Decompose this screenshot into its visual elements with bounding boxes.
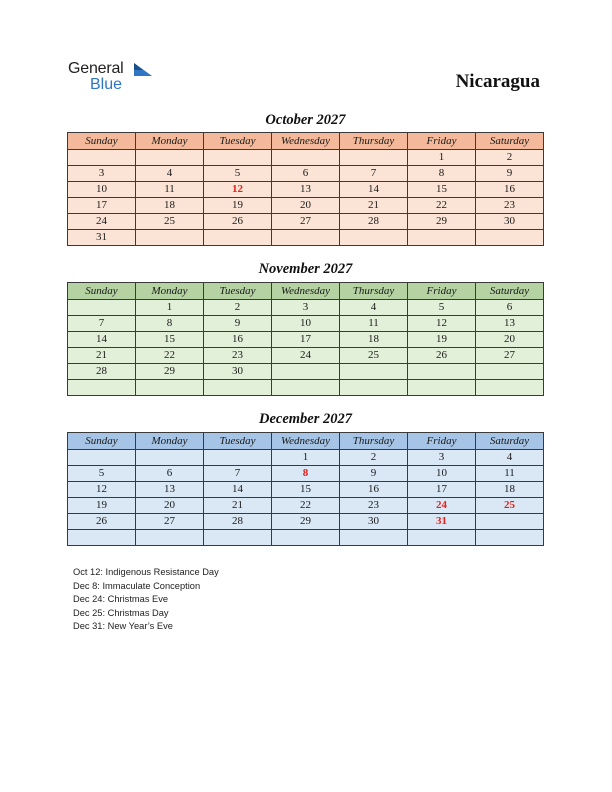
day-cell: 21 — [340, 198, 408, 214]
day-cell: 30 — [340, 514, 408, 530]
day-cell: 15 — [408, 182, 476, 198]
day-cell: 30 — [204, 364, 272, 380]
logo-text-blue: Blue — [90, 76, 123, 93]
day-cell: 24 — [408, 498, 476, 514]
week-row — [68, 316, 544, 332]
week-row — [68, 482, 544, 498]
logo-triangle-icon — [133, 62, 153, 78]
weekday-header-friday: Friday — [408, 283, 476, 300]
day-cell: 2 — [204, 300, 272, 316]
day-cell: 29 — [272, 514, 340, 530]
empty-day-cell — [476, 230, 544, 246]
empty-day-cell — [340, 364, 408, 380]
day-cell: 23 — [476, 198, 544, 214]
weekday-header-monday: Monday — [136, 433, 204, 450]
empty-day-cell — [476, 530, 544, 546]
calendar-november — [67, 282, 544, 396]
day-cell: 28 — [340, 214, 408, 230]
day-cell: 22 — [272, 498, 340, 514]
weekday-header-thursday: Thursday — [340, 433, 408, 450]
week-row — [68, 214, 544, 230]
day-cell: 9 — [340, 466, 408, 482]
week-row — [68, 150, 544, 166]
day-cell: 8 — [272, 466, 340, 482]
holiday-note: Oct 12: Indigenous Resistance Day — [73, 567, 219, 577]
weekday-header-monday: Monday — [136, 283, 204, 300]
day-cell: 11 — [340, 316, 408, 332]
day-cell: 5 — [68, 466, 136, 482]
day-cell: 6 — [136, 466, 204, 482]
weekday-header-friday: Friday — [408, 433, 476, 450]
holiday-note: Dec 24: Christmas Eve — [73, 594, 169, 605]
weekday-header-sunday: Sunday — [68, 133, 136, 150]
day-cell: 7 — [68, 316, 136, 332]
empty-day-cell — [136, 380, 204, 396]
week-row — [68, 530, 544, 546]
day-cell: 16 — [476, 182, 544, 198]
empty-day-cell — [408, 364, 476, 380]
day-cell: 4 — [340, 300, 408, 316]
day-cell: 24 — [68, 214, 136, 230]
week-row — [68, 332, 544, 348]
empty-day-cell — [408, 530, 476, 546]
day-cell: 1 — [272, 450, 340, 466]
empty-day-cell — [204, 230, 272, 246]
day-cell: 31 — [68, 230, 136, 246]
logo-text-general: General — [68, 60, 124, 77]
week-row — [68, 450, 544, 466]
day-cell: 8 — [136, 316, 204, 332]
logo — [68, 60, 168, 96]
day-cell: 21 — [204, 498, 272, 514]
holiday-note: Dec 25: Christmas Day — [73, 607, 169, 618]
day-cell: 23 — [204, 348, 272, 364]
empty-day-cell — [340, 530, 408, 546]
day-cell: 17 — [272, 332, 340, 348]
day-cell: 9 — [204, 316, 272, 332]
week-row — [68, 380, 544, 396]
weekday-header-saturday: Saturday — [476, 283, 544, 300]
empty-day-cell — [68, 150, 136, 166]
day-cell: 7 — [340, 166, 408, 182]
empty-day-cell — [204, 530, 272, 546]
day-cell: 2 — [476, 150, 544, 166]
day-cell: 12 — [204, 182, 272, 198]
weekday-header-wednesday: Wednesday — [272, 433, 340, 450]
day-cell: 19 — [68, 498, 136, 514]
day-cell: 27 — [476, 348, 544, 364]
empty-day-cell — [408, 380, 476, 396]
day-cell: 10 — [408, 466, 476, 482]
day-cell: 4 — [136, 166, 204, 182]
empty-day-cell — [476, 380, 544, 396]
week-row — [68, 514, 544, 530]
day-cell: 19 — [408, 332, 476, 348]
week-row — [68, 182, 544, 198]
day-cell: 12 — [408, 316, 476, 332]
day-cell: 14 — [204, 482, 272, 498]
month-title-november: November 2027 — [258, 261, 353, 277]
day-cell: 24 — [272, 348, 340, 364]
empty-day-cell — [340, 380, 408, 396]
weekday-header-saturday: Saturday — [476, 133, 544, 150]
day-cell: 2 — [340, 450, 408, 466]
calendar-december — [67, 432, 544, 546]
week-row — [68, 466, 544, 482]
day-cell: 16 — [204, 332, 272, 348]
day-cell: 28 — [68, 364, 136, 380]
day-cell: 15 — [136, 332, 204, 348]
day-cell: 11 — [476, 466, 544, 482]
empty-day-cell — [204, 150, 272, 166]
day-cell: 18 — [476, 482, 544, 498]
day-cell: 5 — [408, 300, 476, 316]
empty-day-cell — [68, 380, 136, 396]
empty-day-cell — [476, 364, 544, 380]
day-cell: 26 — [408, 348, 476, 364]
day-cell: 14 — [340, 182, 408, 198]
day-cell: 10 — [68, 182, 136, 198]
day-cell: 3 — [272, 300, 340, 316]
holiday-note: Dec 8: Immaculate Conception — [73, 580, 201, 591]
weekday-header-row — [68, 283, 544, 300]
day-cell: 30 — [476, 214, 544, 230]
week-row — [68, 498, 544, 514]
weekday-header-tuesday: Tuesday — [204, 133, 272, 150]
empty-day-cell — [476, 514, 544, 530]
empty-day-cell — [204, 380, 272, 396]
empty-day-cell — [68, 450, 136, 466]
day-cell: 26 — [68, 514, 136, 530]
weekday-header-tuesday: Tuesday — [204, 433, 272, 450]
day-cell: 18 — [340, 332, 408, 348]
empty-day-cell — [68, 530, 136, 546]
day-cell: 4 — [476, 450, 544, 466]
day-cell: 9 — [476, 166, 544, 182]
weekday-header-saturday: Saturday — [476, 433, 544, 450]
day-cell: 25 — [476, 498, 544, 514]
day-cell: 17 — [68, 198, 136, 214]
empty-day-cell — [408, 230, 476, 246]
holiday-notes — [73, 566, 219, 634]
week-row — [68, 364, 544, 380]
day-cell: 1 — [408, 150, 476, 166]
weekday-header-monday: Monday — [136, 133, 204, 150]
empty-day-cell — [204, 450, 272, 466]
empty-day-cell — [272, 530, 340, 546]
empty-day-cell — [136, 230, 204, 246]
day-cell: 15 — [272, 482, 340, 498]
weekday-header-friday: Friday — [408, 133, 476, 150]
day-cell: 6 — [272, 166, 340, 182]
month-title-october: October 2027 — [265, 112, 346, 128]
holiday-note: Dec 31: New Year’s Eve — [73, 621, 173, 632]
weekday-header-thursday: Thursday — [340, 283, 408, 300]
empty-day-cell — [68, 300, 136, 316]
day-cell: 22 — [136, 348, 204, 364]
empty-day-cell — [136, 150, 204, 166]
empty-day-cell — [272, 150, 340, 166]
day-cell: 11 — [136, 182, 204, 198]
month-title-december: December 2027 — [258, 411, 352, 427]
weekday-header-sunday: Sunday — [68, 433, 136, 450]
day-cell: 6 — [476, 300, 544, 316]
day-cell: 20 — [136, 498, 204, 514]
day-cell: 13 — [272, 182, 340, 198]
day-cell: 7 — [204, 466, 272, 482]
empty-day-cell — [272, 230, 340, 246]
day-cell: 21 — [68, 348, 136, 364]
day-cell: 18 — [136, 198, 204, 214]
day-cell: 17 — [408, 482, 476, 498]
day-cell: 13 — [136, 482, 204, 498]
empty-day-cell — [136, 530, 204, 546]
calendar-october — [67, 132, 544, 246]
week-row — [68, 198, 544, 214]
week-row — [68, 230, 544, 246]
day-cell: 27 — [272, 214, 340, 230]
day-cell: 20 — [476, 332, 544, 348]
empty-day-cell — [340, 230, 408, 246]
weekday-header-wednesday: Wednesday — [272, 133, 340, 150]
day-cell: 5 — [204, 166, 272, 182]
weekday-header-tuesday: Tuesday — [204, 283, 272, 300]
day-cell: 29 — [136, 364, 204, 380]
country-title: Nicaragua — [455, 71, 540, 92]
day-cell: 26 — [204, 214, 272, 230]
weekday-header-row — [68, 133, 544, 150]
empty-day-cell — [272, 364, 340, 380]
day-cell: 3 — [68, 166, 136, 182]
empty-day-cell — [272, 380, 340, 396]
day-cell: 22 — [408, 198, 476, 214]
day-cell: 8 — [408, 166, 476, 182]
day-cell: 31 — [408, 514, 476, 530]
empty-day-cell — [340, 150, 408, 166]
weekday-header-row — [68, 433, 544, 450]
day-cell: 28 — [204, 514, 272, 530]
day-cell: 25 — [136, 214, 204, 230]
weekday-header-thursday: Thursday — [340, 133, 408, 150]
day-cell: 23 — [340, 498, 408, 514]
day-cell: 13 — [476, 316, 544, 332]
day-cell: 20 — [272, 198, 340, 214]
day-cell: 27 — [136, 514, 204, 530]
weekday-header-wednesday: Wednesday — [272, 283, 340, 300]
day-cell: 19 — [204, 198, 272, 214]
day-cell: 12 — [68, 482, 136, 498]
empty-day-cell — [136, 450, 204, 466]
day-cell: 16 — [340, 482, 408, 498]
day-cell: 14 — [68, 332, 136, 348]
week-row — [68, 166, 544, 182]
weekday-header-sunday: Sunday — [68, 283, 136, 300]
day-cell: 25 — [340, 348, 408, 364]
week-row — [68, 348, 544, 364]
day-cell: 3 — [408, 450, 476, 466]
day-cell: 1 — [136, 300, 204, 316]
day-cell: 10 — [272, 316, 340, 332]
day-cell: 29 — [408, 214, 476, 230]
week-row — [68, 300, 544, 316]
